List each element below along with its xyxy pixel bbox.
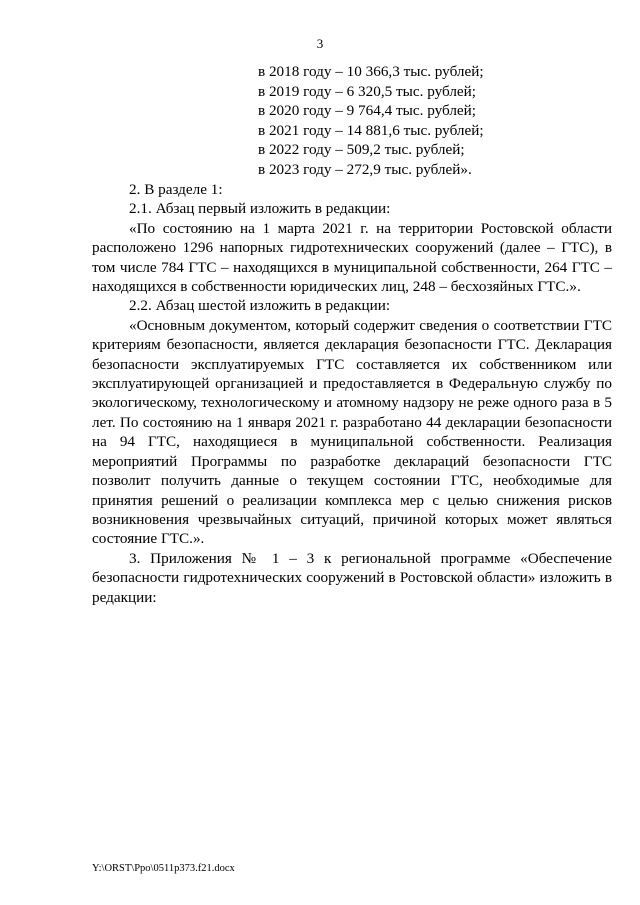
funding-year-2020: в 2020 году – 9 764,4 тыс. рублей; xyxy=(258,102,476,120)
page-number: 3 xyxy=(316,36,324,51)
funding-year-2018: в 2018 году – 10 366,3 тыс. рублей; xyxy=(258,63,484,80)
item-3-text: 3. Приложения № 1 – 3 к региональной программе «Обеспечение безопасности гидротехнических сооружений в Ростовской области» изложить в редакции: xyxy=(92,549,612,606)
item-2-1-text: «По состоянию на 1 марта 2021 г. на территории Ростовской области расположено 1296 напорных гидротехнических сооружений (далее – ГТС), в том числе 784 ГТС – находящихся в муниципальной собственности, 264 ГТС – находящихся в собственности юридических лиц, 248 – бесхозяйных ГТС.». xyxy=(92,219,612,296)
funding-year-2023: в 2023 году – 272,9 тыс. рублей». xyxy=(258,160,472,178)
funding-year-2022: в 2022 году – 509,2 тыс. рублей; xyxy=(258,141,465,159)
funding-year-2019: в 2019 году – 6 320,5 тыс. рублей; xyxy=(258,82,476,100)
funding-by-year-list xyxy=(258,62,484,180)
item-2-2-heading: 2.2. Абзац шестой изложить в редакции: xyxy=(129,297,391,315)
item-2-1-heading: 2.1. Абзац первый изложить в редакции: xyxy=(129,200,391,218)
document-body xyxy=(92,180,612,607)
footer-file-path: Y:\ORST\Ppo\0511p373.f21.docx xyxy=(92,863,235,874)
section-1-heading: 2. В разделе 1: xyxy=(129,181,223,198)
item-2-2-text: «Основным документом, который содержит сведения о соответствии ГТС критериям безопасности, является декларация безопасности ГТС. Декларация безопасности эксплуатируемых ГТС составляется их собственником или эксплуатирующей организацией и предоставляется в Федеральную службу по экологическому, технологическому и атомному надзору не реже одного раза в 5 лет. По состоянию на 1 января 2021 г. разработано 44 декларации безопасности на 94 ГТС, находящиеся в муниципальной собственности. Реализация мероприятий Программы по разработке деклараций безопасности ГТС позволит получить данные о текущем состоянии ГТС, необходимые для принятия решений о реализации комплекса мер с целью снижения рисков возникновения чрезвычайных ситуаций, причиной которых может являться состояние ГТС.». xyxy=(92,316,612,548)
funding-year-2021: в 2021 году – 14 881,6 тыс. рублей; xyxy=(258,121,484,139)
